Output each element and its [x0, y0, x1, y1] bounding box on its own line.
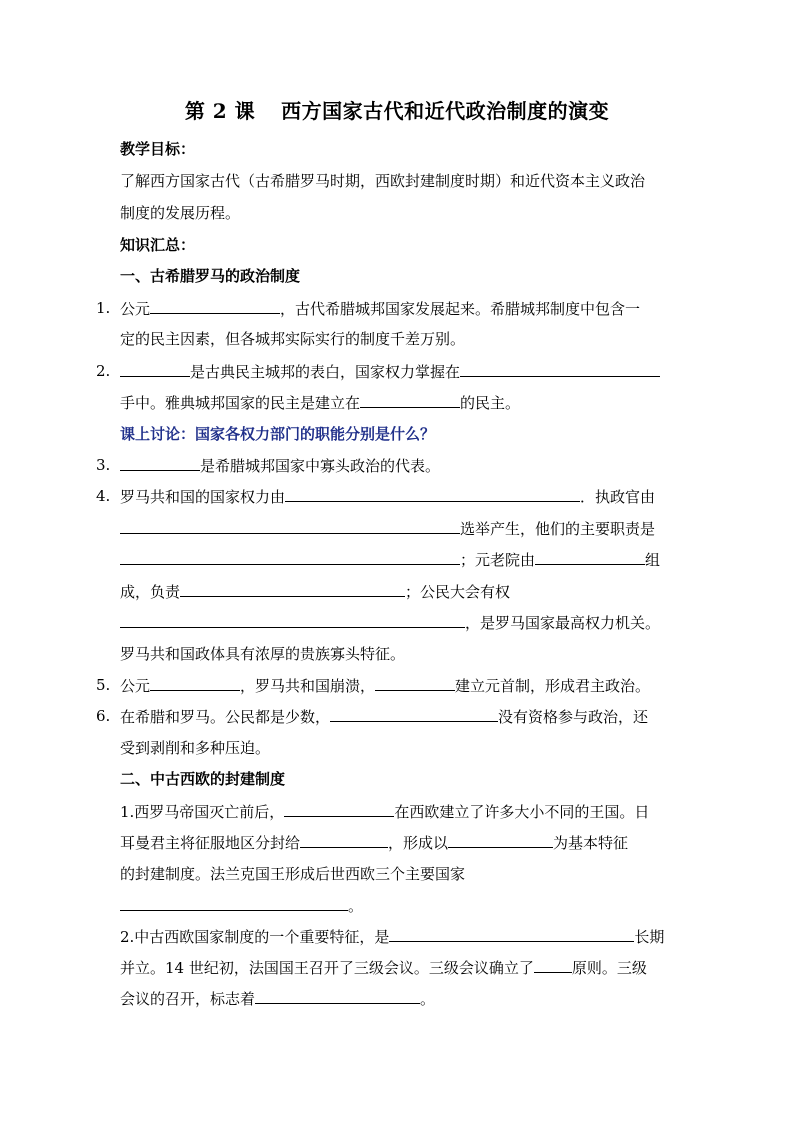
section-2-p2-line-2 [120, 957, 680, 978]
objectives-line-2: 制度的发展历程。 [120, 204, 241, 222]
blank-field[interactable] [120, 549, 460, 565]
blank-field[interactable] [300, 832, 388, 848]
item-2-text-c: 的民主。 [460, 394, 521, 412]
item-4-text-g: ；公民大会有权 [405, 583, 511, 601]
blank-field[interactable] [448, 832, 553, 848]
p1-text-d: ，形成以 [388, 834, 449, 852]
lesson-number: 第 2 课 [184, 99, 256, 123]
item-5-line [120, 675, 680, 696]
item-6-number: 6. [96, 707, 111, 725]
blank-field[interactable] [284, 801, 394, 817]
blank-field[interactable] [375, 675, 455, 691]
item-1-text-a: 公元 [120, 300, 151, 318]
item-4-line-1 [120, 486, 680, 507]
item-4-text-a: 罗马共和国的国家权力由 [120, 488, 286, 506]
section-2-heading: 二、中古西欧的封建制度 [120, 770, 286, 788]
lesson-title: 西方国家古代和近代政治制度的演变 [281, 99, 610, 123]
blank-field[interactable] [150, 298, 280, 314]
section-2-p2-line-1 [120, 926, 680, 947]
item-1-line-2: 定的民主因素，但各城邦实际实行的制度千差万别。 [120, 330, 466, 348]
item-4-line-4 [120, 581, 680, 602]
blank-field[interactable] [535, 549, 645, 565]
item-5-text-b: ，罗马共和国崩溃， [240, 677, 376, 695]
blank-field[interactable] [120, 518, 460, 534]
blank-field[interactable] [255, 988, 420, 1004]
p2-text-a: 2.中古西欧国家制度的一个重要特征，是 [120, 928, 390, 946]
item-1-text-b: ，古代希腊城邦国家发展起来。希腊城邦制度中包含一 [280, 300, 641, 318]
p1-text-c: 耳曼君主将征服地区分封给 [120, 834, 301, 852]
section-2-p2-line-3 [120, 988, 680, 1009]
blank-field[interactable] [460, 361, 660, 377]
blank-field[interactable] [389, 926, 634, 942]
p2-text-c: 并立。14 世纪初，法国国王召开了三级会议。三级会议确立了 [120, 959, 534, 977]
item-4-line-3 [120, 549, 680, 570]
page-title [0, 95, 794, 124]
blank-field[interactable] [120, 612, 465, 628]
objectives-heading: 教学目标： [120, 140, 196, 158]
discussion-prompt: 课上讨论：国家各权力部门的职能分别是什么？ [120, 425, 436, 443]
section-1-heading: 一、古希腊罗马的政治制度 [120, 267, 301, 285]
summary-heading: 知识汇总： [120, 236, 196, 254]
section-2-p1-line-1 [120, 801, 680, 822]
objectives-line-1: 了解西方国家古代（古希腊罗马时期，西欧封建制度时期）和近代资本主义政治 [120, 172, 646, 190]
item-6-text-b: 没有资格参与政治，还 [498, 708, 649, 726]
item-6-text-a: 在希腊和罗马。公民都是少数， [120, 708, 331, 726]
blank-field[interactable] [330, 706, 498, 722]
item-2-line-1 [120, 361, 680, 382]
item-2-number: 2. [96, 362, 111, 380]
item-4-text-f: 成，负责 [120, 583, 181, 601]
blank-field[interactable] [120, 895, 348, 911]
section-2-p1-line-4 [120, 895, 680, 916]
item-4-text-c: 选举产生，他们的主要职责是 [460, 520, 656, 538]
item-4-text-b: ．执政官由 [580, 488, 656, 506]
item-3-text: 是希腊城邦国家中寡头政治的代表。 [200, 457, 441, 475]
blank-field[interactable] [150, 675, 240, 691]
p2-text-b: 长期 [634, 928, 665, 946]
blank-field[interactable] [360, 392, 460, 408]
blank-field[interactable] [120, 455, 200, 471]
item-5-text-c: 建立元首制，形成君主政治。 [455, 677, 651, 695]
item-5-text-a: 公元 [120, 677, 151, 695]
item-4-line-6: 罗马共和国政体具有浓厚的贵族寡头特征。 [120, 645, 406, 663]
item-4-line-5 [120, 612, 680, 633]
blank-field[interactable] [120, 361, 190, 377]
p1-text-e: 为基本特征 [553, 834, 629, 852]
item-3-number: 3. [96, 456, 111, 474]
item-3-line [120, 455, 680, 476]
p1-text-b: 在西欧建立了许多大小不同的王国。日 [394, 803, 650, 821]
section-2-p1-line-2 [120, 832, 680, 853]
item-2-text-a: 是古典民主城邦的表白，国家权力掌握在 [190, 363, 461, 381]
item-4-number: 4. [96, 487, 111, 505]
p2-text-e: 会议的召开，标志着 [120, 990, 256, 1008]
item-4-text-h: ，是罗马国家最高权力机关。 [465, 614, 661, 632]
blank-field[interactable] [180, 581, 405, 597]
p2-text-f: 。 [420, 990, 436, 1008]
blank-field[interactable] [285, 486, 580, 502]
item-2-text-b: 手中。雅典城邦国家的民主是建立在 [120, 394, 361, 412]
item-6-line-1 [120, 706, 680, 727]
p2-text-d: 原则。三级 [571, 959, 647, 977]
p1-text-a: 1.西罗马帝国灭亡前后， [120, 803, 285, 821]
item-4-line-2 [120, 518, 680, 539]
item-2-line-2 [120, 392, 680, 413]
item-4-text-e: 组 [645, 551, 661, 569]
p1-text-f: 。 [348, 897, 364, 915]
item-6-line-2: 受到剥削和多种压迫。 [120, 739, 271, 757]
item-5-number: 5. [96, 676, 111, 694]
item-4-text-d: ；元老院由 [460, 551, 536, 569]
item-1-line-1 [120, 298, 680, 319]
item-1-number: 1. [96, 299, 111, 317]
blank-field[interactable] [534, 957, 572, 973]
section-2-p1-line-3: 的封建制度。法兰克国王形成后世西欧三个主要国家 [120, 865, 466, 883]
